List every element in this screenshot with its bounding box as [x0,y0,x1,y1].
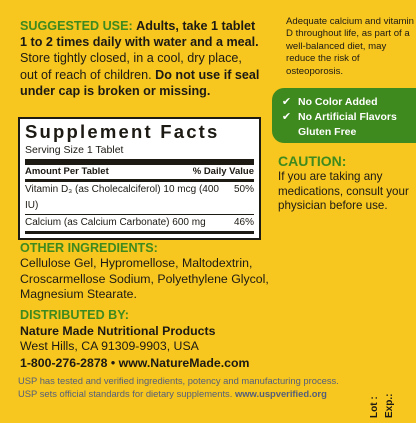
claim-item [280,94,416,109]
seal-warning: Do not use if seal under cap is broken or missing. [20,67,260,98]
suggested-use-section [20,18,260,99]
other-ingredients-section [20,240,280,303]
supplement-facts-panel [18,117,261,240]
other-ingredients-text: Cellulose Gel, Hypromellose, Maltodextrin, Croscarmellose Sodium, Polyethylene Glycol, Magnesium Stearate. [20,256,269,301]
amount-header: Amount Per Tablet [25,166,109,177]
suggested-use-dosage: Adults, take 1 tablet 1 to 2 times daily with water and a meal. [20,19,259,50]
caution-text: If you are taking any medications, consult your physician before use. [278,170,409,212]
claim-text: Gluten Free [298,125,357,138]
distributor-contact: 1-800-276-2878 • www.NatureMade.com [20,355,250,370]
nutrient-name: Vitamin D₃ (as Cholecalciferol) 10 mcg (400 IU) [25,184,219,211]
facts-divider-bottom [25,231,254,234]
claim-item [280,109,416,124]
daily-value-header: % Daily Value [192,166,254,177]
storage-instructions: Store tightly closed, in a cool, dry place, out of reach of children. [20,51,242,82]
lot-label: Lot : [369,396,380,418]
usp-statement [18,375,348,400]
distributed-by-label: DISTRIBUTED BY: [20,308,129,322]
exp-label: Exp.: [384,393,395,418]
distributor-address: West Hills, CA 91309-9903, USA [20,339,199,353]
facts-row [25,182,254,214]
distributor-name: Nature Made Nutritional Products [20,324,216,338]
usp-line-2 [18,388,348,401]
check-icon: ✔ [281,111,292,123]
caution-section [278,153,412,214]
check-icon: ✔ [281,96,292,108]
claims-badge [272,88,416,143]
nutrient-dv: 46% [233,217,254,228]
usp-url: www.uspverified.org [234,387,327,399]
claim-text: No Color Added [298,95,378,108]
facts-row [25,215,254,231]
supplement-facts-title: Supplement Facts [25,121,220,142]
other-ingredients-label: OTHER INGREDIENTS: [20,241,158,255]
facts-header-row [25,165,254,179]
usp-line-1: USP has tested and verified ingredients, potency and manufacturing process. [18,375,339,386]
nutrient-dv: 50% [233,184,254,195]
nutrient-name: Calcium (as Calcium Carbonate) 600 mg [25,217,206,228]
health-claim: Adequate calcium and vitamin D throughout life, as part of a well-balanced diet, may reduce the risk of osteoporosis. [286,16,414,77]
suggested-use-label: SUGGESTED USE: [20,19,133,33]
usp-line-2-text: USP sets official standards for dietary supplements. [18,387,235,399]
caution-label: CAUTION: [278,153,347,169]
claim-item [280,124,416,139]
serving-size: Serving Size 1 Tablet [25,144,124,156]
distributor-section [20,307,280,371]
claim-text: No Artificial Flavors [298,110,397,123]
